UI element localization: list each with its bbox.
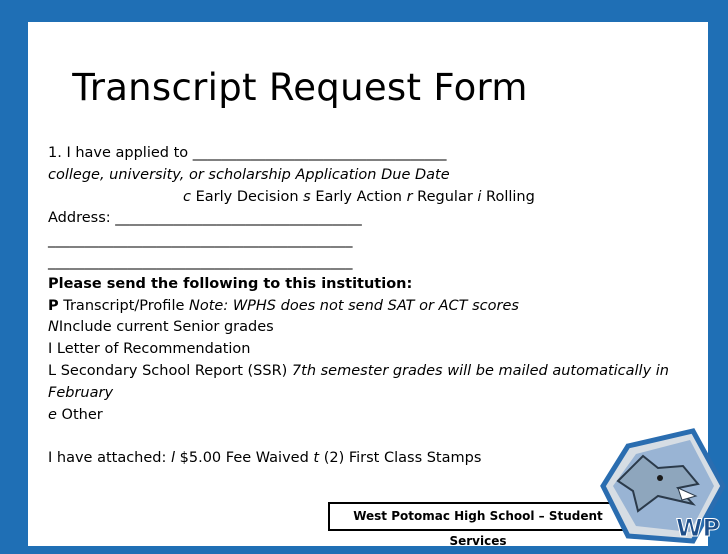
- early-decision-checkbox[interactable]: c: [183, 188, 191, 205]
- rolling-label: Rolling: [481, 188, 535, 205]
- transcript-checkbox[interactable]: P: [48, 297, 59, 314]
- regular-checkbox[interactable]: r: [406, 188, 413, 205]
- early-decision-label: Early Decision: [190, 188, 304, 205]
- application-header: college, university, or scholarship Application Due Date: [48, 166, 450, 183]
- form-title: Transcript Request Form: [72, 66, 528, 109]
- form-body: [48, 143, 698, 470]
- footer-label: West Potomac High School – Student Services: [328, 502, 628, 531]
- address-blank-1[interactable]: __________________________________________: [48, 232, 353, 249]
- early-action-label: Early Action: [310, 188, 407, 205]
- attached-line: I have attached: l $5.00 Fee Waived t (2) First Class Stamps: [48, 450, 482, 467]
- regular-label: Regular: [412, 188, 478, 205]
- rolling-checkbox[interactable]: i: [477, 188, 482, 205]
- applied-line[interactable]: 1. I have applied to ___________________________________: [48, 145, 447, 161]
- recommendation-item[interactable]: I Letter of Recommendation: [48, 341, 251, 358]
- senior-grades-item: NInclude current Senior grades: [48, 319, 274, 336]
- early-action-checkbox[interactable]: s: [303, 188, 311, 205]
- address-blank-2[interactable]: __________________________________________: [48, 253, 353, 270]
- ssr-note: 7th semester grades will be mailed automatically in February: [48, 362, 669, 401]
- wolf-mascot-logo-icon: [598, 426, 728, 546]
- send-heading: Please send the following to this institution:: [48, 275, 413, 292]
- fee-checkbox[interactable]: l: [171, 450, 176, 467]
- ssr-item: L Secondary School Report (SSR) 7th semester grades will be mailed automatically in February: [48, 362, 669, 401]
- slide: [28, 22, 721, 548]
- decision-options: [48, 187, 698, 209]
- other-checkbox[interactable]: e: [48, 406, 57, 423]
- senior-grades-checkbox[interactable]: N: [48, 319, 59, 336]
- other-item: e Other: [48, 406, 103, 423]
- address-line[interactable]: Address: __________________________________: [48, 210, 362, 227]
- transcript-item: P Transcript/Profile Note: WPHS does not send SAT or ACT scores: [48, 297, 519, 314]
- stamps-checkbox[interactable]: t: [313, 450, 320, 467]
- logo-text: WP: [676, 514, 721, 542]
- transcript-note: Note: WPHS does not send SAT or ACT scores: [189, 297, 519, 314]
